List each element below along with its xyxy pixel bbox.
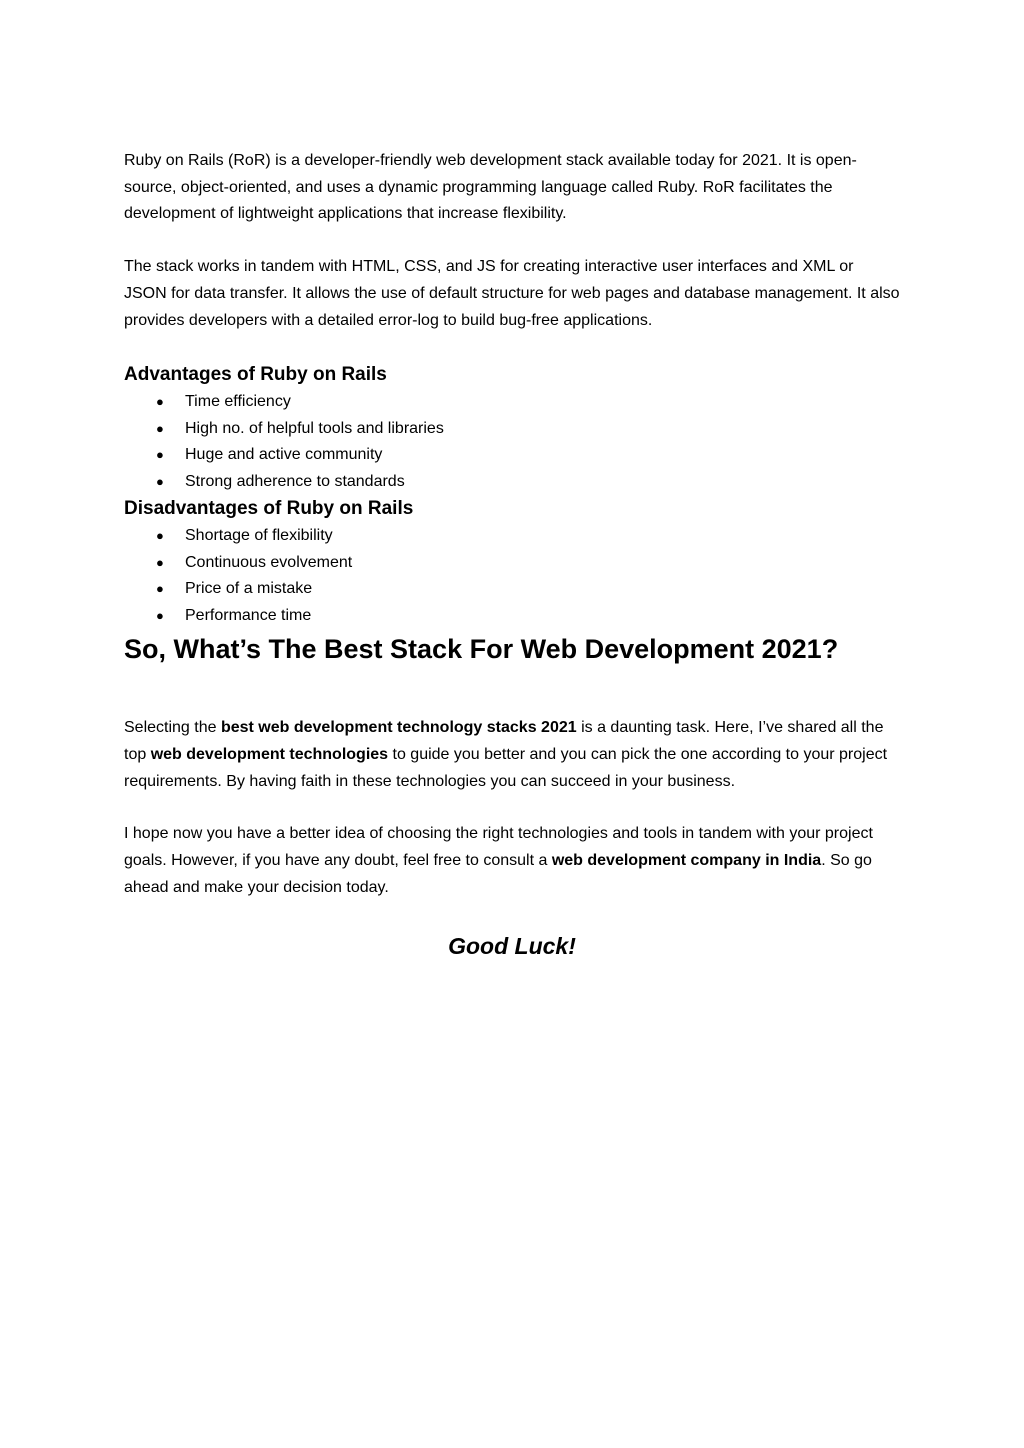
bullet-icon: ● (156, 420, 164, 436)
closing-line: Good Luck! (448, 933, 576, 960)
conclusion-paragraph-2: I hope now you have a better idea of choosing the right technologies and tools in tandem with your project goals. However, if you have any doubt, feel free to consult a web development company in India. So go ahead and make your decision today. (124, 825, 873, 896)
bold-phrase: web development company in India (551, 852, 822, 870)
bullet-icon: ● (156, 554, 164, 570)
bullet-icon: ● (156, 581, 164, 597)
bold-phrase: best web development technology stacks 2021 (220, 719, 577, 737)
list-item: ● Price of a mistake (124, 576, 900, 603)
bullet-icon: ● (156, 607, 164, 623)
conclusion-heading: So, What’s The Best Stack For Web Development 2021? (124, 634, 839, 665)
bold-phrase: web development technologies (150, 745, 389, 763)
disadvantages-list (124, 523, 900, 629)
disadvantages-heading: Disadvantages of Ruby on Rails (124, 498, 414, 520)
bullet-icon: ● (156, 528, 164, 544)
list-item: ● High no. of helpful tools and libraries (124, 416, 900, 443)
list-item: ● Strong adherence to standards (124, 469, 900, 496)
advantages-heading: Advantages of Ruby on Rails (124, 364, 387, 386)
list-item: ● Continuous evolvement (124, 550, 900, 577)
intro-paragraph-1: Ruby on Rails (RoR) is a developer-friendly web development stack available today for 2021. It is open-source, object-oriented, and uses a dynamic programming language called Ruby. RoR facilitates the development of lightweight applications that increase flexibility. (124, 152, 857, 223)
list-item: ● Huge and active community (124, 442, 900, 469)
list-item: ● Performance time (124, 603, 900, 630)
bullet-icon: ● (156, 447, 164, 463)
list-item: ● Time efficiency (124, 389, 900, 416)
conclusion-paragraph-1: Selecting the best web development technology stacks 2021 is a daunting task. Here, I’ve shared all the top web development technologies to guide you better and you can pick the one according to your project requirements. By having faith in these technologies you can succeed in your business. (124, 719, 888, 790)
advantages-list (124, 389, 900, 495)
bullet-icon: ● (156, 394, 164, 410)
list-item: ● Shortage of flexibility (124, 523, 900, 550)
document-page (124, 148, 900, 963)
bullet-icon: ● (156, 473, 164, 489)
intro-paragraph-2: The stack works in tandem with HTML, CSS, and JS for creating interactive user interfaces and XML or JSON for data transfer. It allows the use of default structure for web pages and database management. It also provides developers with a detailed error-log to build bug-free applications. (124, 258, 900, 329)
